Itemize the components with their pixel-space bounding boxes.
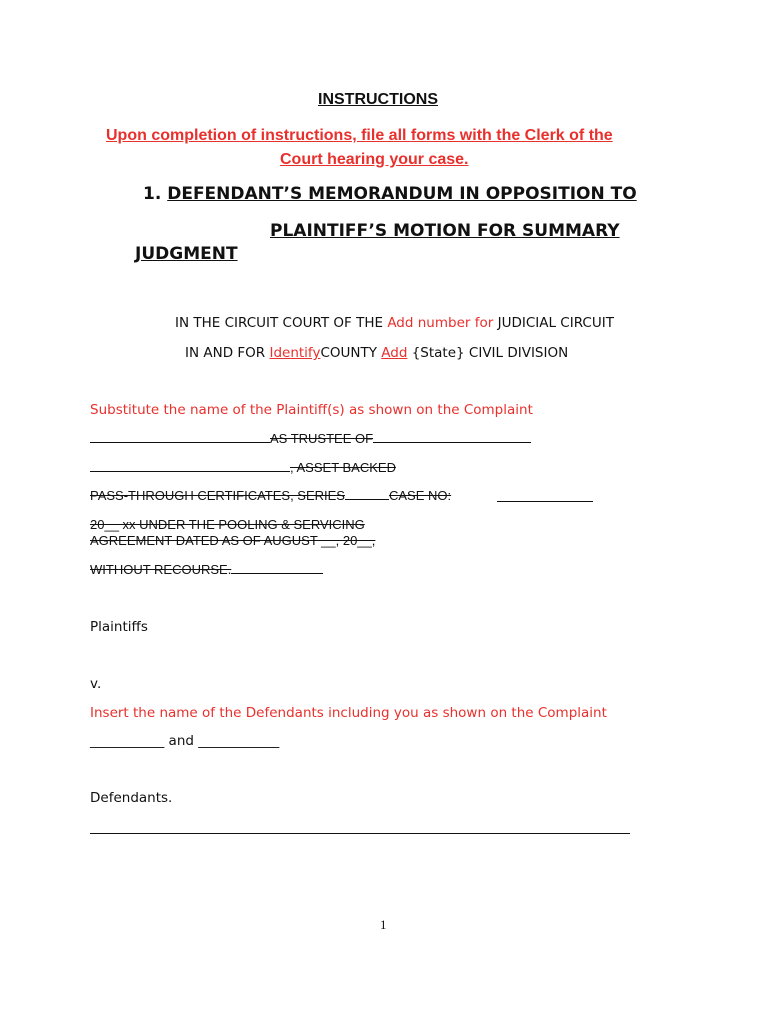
separator-line xyxy=(90,833,630,834)
pass-through-text: PASS-THROUGH CERTIFICATES, SERIES xyxy=(90,488,345,503)
form-number: 1. xyxy=(143,184,162,204)
court-line-2-suffix: {State} CIVIL DIVISION xyxy=(411,345,569,361)
blank-line xyxy=(90,441,270,443)
court-line-2 xyxy=(185,345,568,361)
county-placeholder: Identify xyxy=(269,345,321,361)
versus: v. xyxy=(90,676,102,692)
trustee-text: AS TRUSTEE OF xyxy=(270,431,374,446)
asset-backed-text: , ASSET BACKED xyxy=(290,460,396,475)
plaintiffs-label: Plaintiffs xyxy=(90,619,148,635)
plaintiff-instruction: Substitute the name of the Plaintiff(s) as shown on the Complaint xyxy=(90,402,533,418)
trustee-line xyxy=(90,431,531,446)
circuit-number-placeholder: Add number for xyxy=(387,315,494,331)
asset-backed-line xyxy=(90,460,396,475)
filing-instruction-line-2: Court hearing your case. xyxy=(280,151,469,168)
and-text: and xyxy=(168,733,194,749)
blank-line xyxy=(231,572,323,574)
form-title-text-1: DEFENDANT’S MEMORANDUM IN OPPOSITION TO xyxy=(167,184,637,204)
defendant-names-line xyxy=(90,733,279,749)
defendant-instruction: Insert the name of the Defendants including you as shown on the Complaint xyxy=(90,705,607,721)
blank-line xyxy=(373,441,531,443)
pooling-line: 20__ xx UNDER THE POOLING & SERVICING xyxy=(90,517,365,532)
form-title-line-2: PLAINTIFF’S MOTION FOR SUMMARY xyxy=(270,221,620,241)
defendants-label: Defendants. xyxy=(90,790,173,806)
court-line-2-prefix: IN AND FOR xyxy=(185,345,266,361)
case-no-label: CASE NO: xyxy=(388,488,452,503)
defendant-blank-2: ____________ xyxy=(198,733,280,749)
court-line-1-prefix: IN THE CIRCUIT COURT OF THE xyxy=(175,315,384,331)
pass-through-line xyxy=(90,488,451,503)
defendant-blank-1: ___________ xyxy=(90,733,165,749)
without-recourse-line xyxy=(90,562,323,577)
filing-instruction-line-1: Upon completion of instructions, file all forms with the Clerk of the xyxy=(106,127,613,144)
court-line-1 xyxy=(175,315,614,331)
form-title-line-1 xyxy=(143,184,637,204)
court-line-2-county: COUNTY xyxy=(320,345,377,361)
without-recourse-text: WITHOUT RECOURSE. xyxy=(90,562,232,577)
page-number: 1 xyxy=(380,917,387,932)
form-title-line-3: JUDGMENT xyxy=(135,244,238,264)
instructions-heading: INSTRUCTIONS xyxy=(318,91,438,108)
blank-line xyxy=(90,470,290,472)
blank-line xyxy=(345,498,389,500)
agreement-line: AGREEMENT DATED AS OF AUGUST __, 20__, xyxy=(90,533,376,548)
case-no-blank xyxy=(497,501,593,502)
court-line-1-suffix: JUDICIAL CIRCUIT xyxy=(497,315,614,331)
state-placeholder: Add xyxy=(381,345,408,361)
